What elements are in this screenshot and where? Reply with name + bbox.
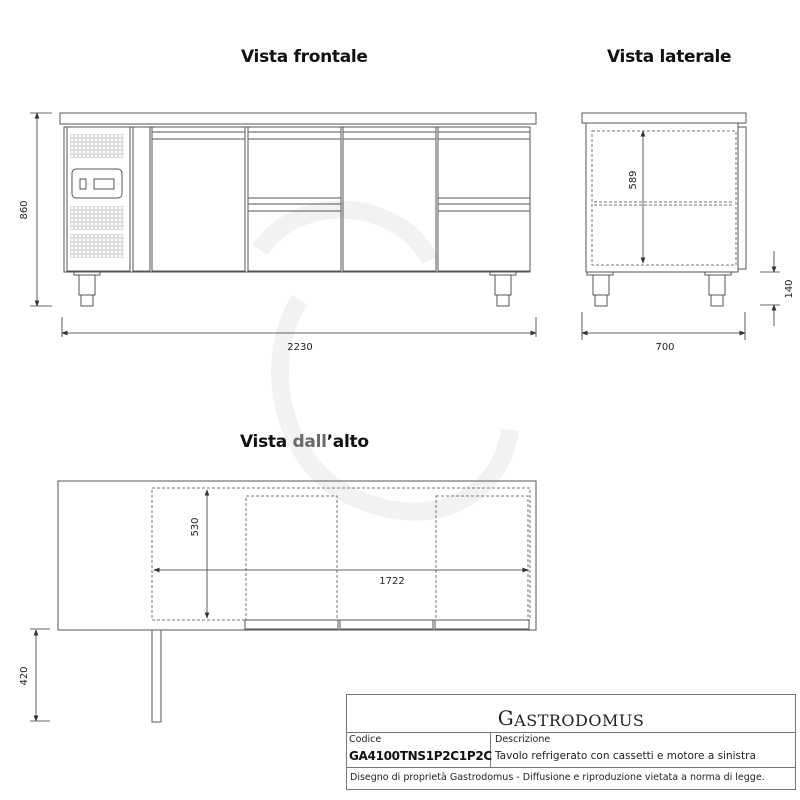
top-view-title: Vista dall’alto — [240, 432, 369, 452]
side-view-title: Vista laterale — [607, 47, 732, 67]
code-value: GA4100TNS1P2C1P2C — [349, 749, 492, 763]
description-value: Tavolo refrigerato con cassetti e motore a sinistra — [495, 750, 756, 762]
side-view-drawing — [582, 113, 746, 306]
top-view-drawing — [58, 481, 536, 722]
front-width-dim: 2230 — [287, 342, 313, 353]
front-height-dim: 860 — [19, 200, 30, 220]
brand-logo: G ASTRODOMUS — [347, 695, 795, 733]
top-inner-width-dim: 1722 — [379, 576, 405, 587]
title-block — [346, 694, 796, 790]
code-label: Codice — [349, 734, 382, 745]
copyright-notice: Disegno di proprietà Gastrodomus - Diffusione e riproduzione vietata a norma di legge. — [350, 772, 765, 783]
description-label: Descrizione — [495, 734, 551, 745]
front-view-title: Vista frontale — [241, 47, 368, 67]
side-depth-dim: 700 — [655, 342, 675, 353]
front-view-drawing — [60, 113, 536, 306]
top-inner-depth-dim: 530 — [190, 517, 201, 537]
top-leg-offset-dim: 420 — [19, 666, 30, 686]
side-leg-height-dim: 140 — [784, 279, 795, 299]
side-inner-height-dim: 589 — [628, 170, 639, 190]
